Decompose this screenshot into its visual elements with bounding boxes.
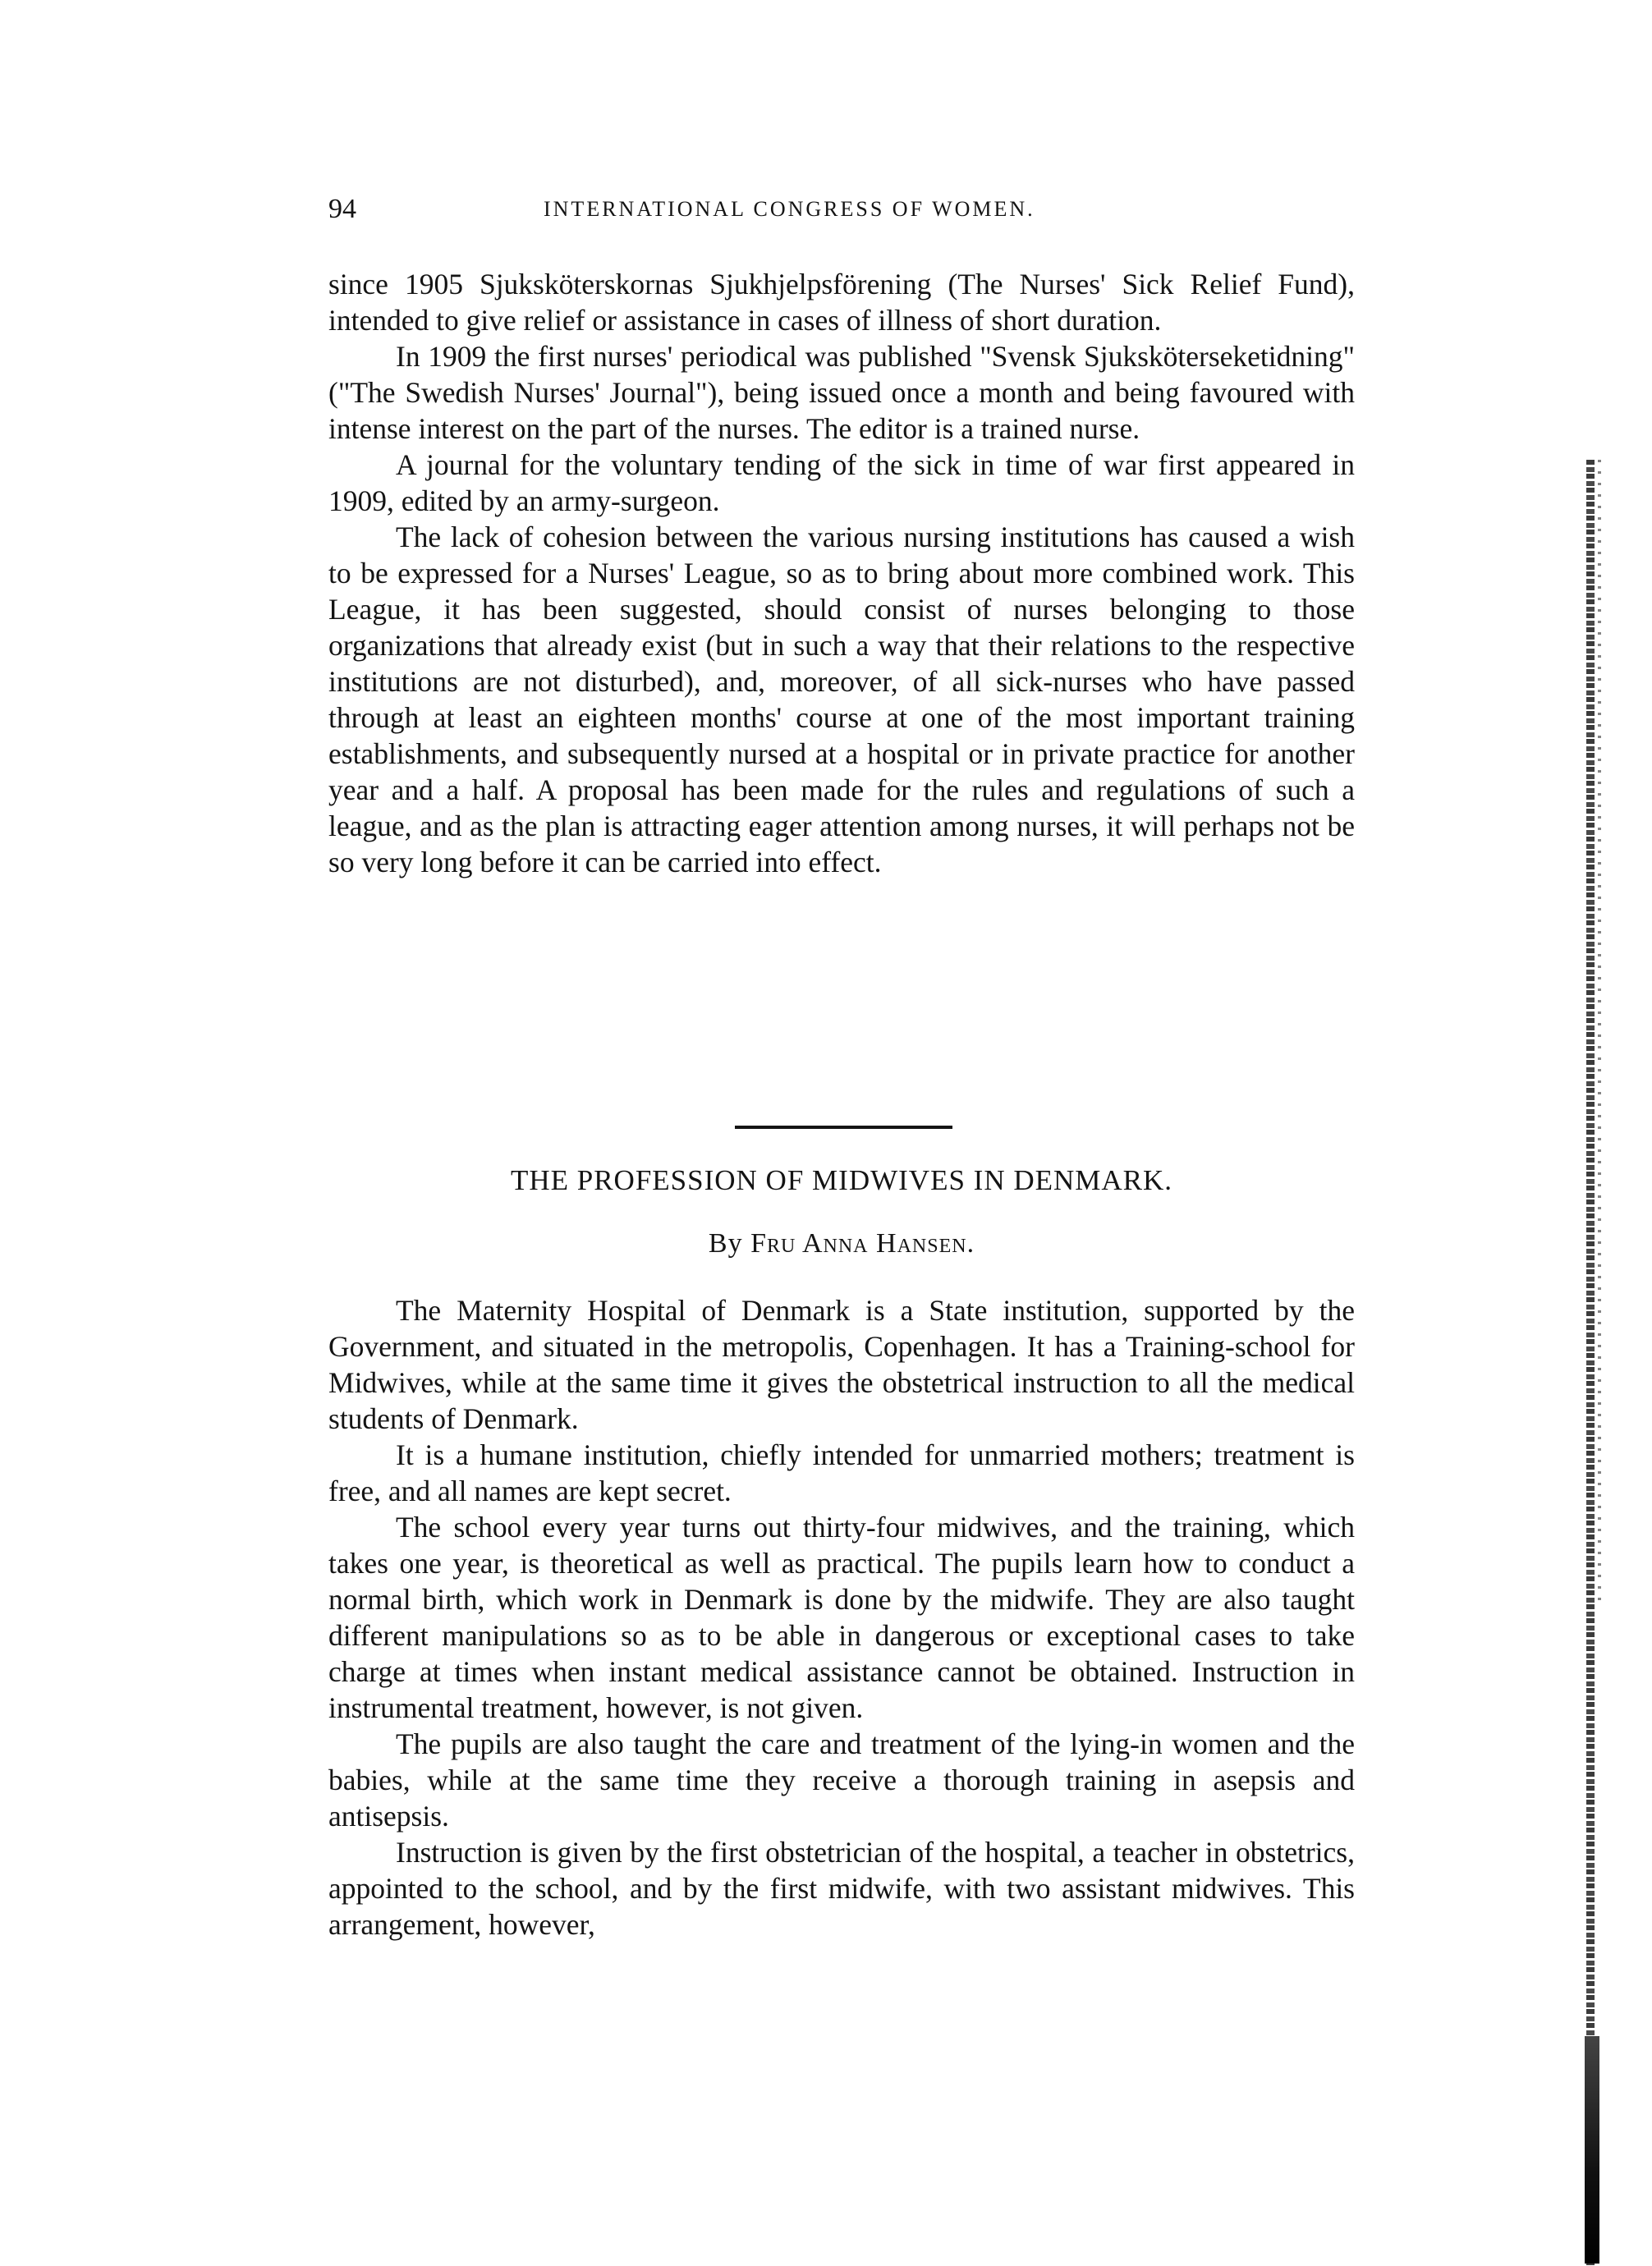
section-divider bbox=[735, 1126, 952, 1129]
scan-edge-artifact bbox=[1585, 2036, 1599, 2264]
body-text-continued bbox=[328, 266, 1355, 880]
paragraph: In 1909 the first nurses' periodical was published "Svensk Sjuksköterseketidning" ("The Swedish Nurses' Journal"), being issued once a month and being favoured with intense interest on the part of the nurses. The editor is a trained nurse. bbox=[328, 340, 1355, 445]
scan-edge-artifact bbox=[1586, 460, 1595, 2266]
running-title: INTERNATIONAL CONGRESS OF WOMEN. bbox=[544, 197, 1035, 221]
page-number: 94 bbox=[328, 194, 356, 224]
byline bbox=[328, 1228, 1355, 1259]
running-header bbox=[328, 194, 1355, 235]
section-body-text bbox=[328, 1292, 1355, 1943]
paragraph: Instruction is given by the first obstetrician of the hospital, a teacher in obstetrics, appointed to the school, and by the first midwife, with two assistant midwives. This arrangement, however, bbox=[328, 1836, 1355, 1941]
paragraph: A journal for the voluntary tending of the sick in time of war first appeared in 1909, edited by an army-surgeon. bbox=[328, 448, 1355, 517]
paragraph: The school every year turns out thirty-four midwives, and the training, which takes one year, is theoretical as well as practical. The pupils learn how to conduct a normal birth, which work in Denmark is done by the midwife. They are also taught different manipulations so as to be able in dangerous or exceptional cases to take charge at times when instant medical assistance cannot be obtained. Instruction in instrumental treatment, however, is not given. bbox=[328, 1511, 1355, 1724]
section-title: THE PROFESSION OF MIDWIVES IN DENMARK. bbox=[510, 1164, 1173, 1196]
scan-edge-artifact bbox=[1598, 460, 1601, 1609]
paragraph: The pupils are also taught the care and treatment of the lying-in women and the babies, while at the same time they receive a thorough training in asepsis and antisepsis. bbox=[328, 1727, 1355, 1833]
paragraph: The Maternity Hospital of Denmark is a State institution, supported by the Government, and situated in the metropolis, Copenhagen. It has a Training-school for Midwives, while at the same time it gives the obstetrical instruction to all the medical students of Denmark. bbox=[328, 1294, 1355, 1435]
paragraph: The lack of cohesion between the various nursing institutions has caused a wish to be expressed for a Nurses' League, so as to bring about more combined work. This League, it has been suggested, should consist of nurses belonging to those organizations that already exist (but in such a way that their relations to the respective institutions are not disturbed), and, moreover, of all sick-nurses who have passed through at least an eighteen months' course at one of the most important training establishments, and subsequently nursed at a hospital or in private practice for another year and a half. A proposal has been made for the rules and regulations of such a league, and as the plan is attracting eager attention among nurses, it will perhaps not be so very long before it can be carried into effect. bbox=[328, 521, 1355, 878]
paragraph: since 1905 Sjuksköterskornas Sjukhjelpsförening (The Nurses' Sick Relief Fund), intended to give relief or assistance in cases of illness of short duration. bbox=[328, 268, 1355, 337]
byline-author: Fru Anna Hansen. bbox=[750, 1228, 975, 1259]
byline-prefix: By bbox=[708, 1228, 743, 1259]
paragraph: It is a humane institution, chiefly intended for unmarried mothers; treatment is free, and all names are kept secret. bbox=[328, 1438, 1355, 1507]
